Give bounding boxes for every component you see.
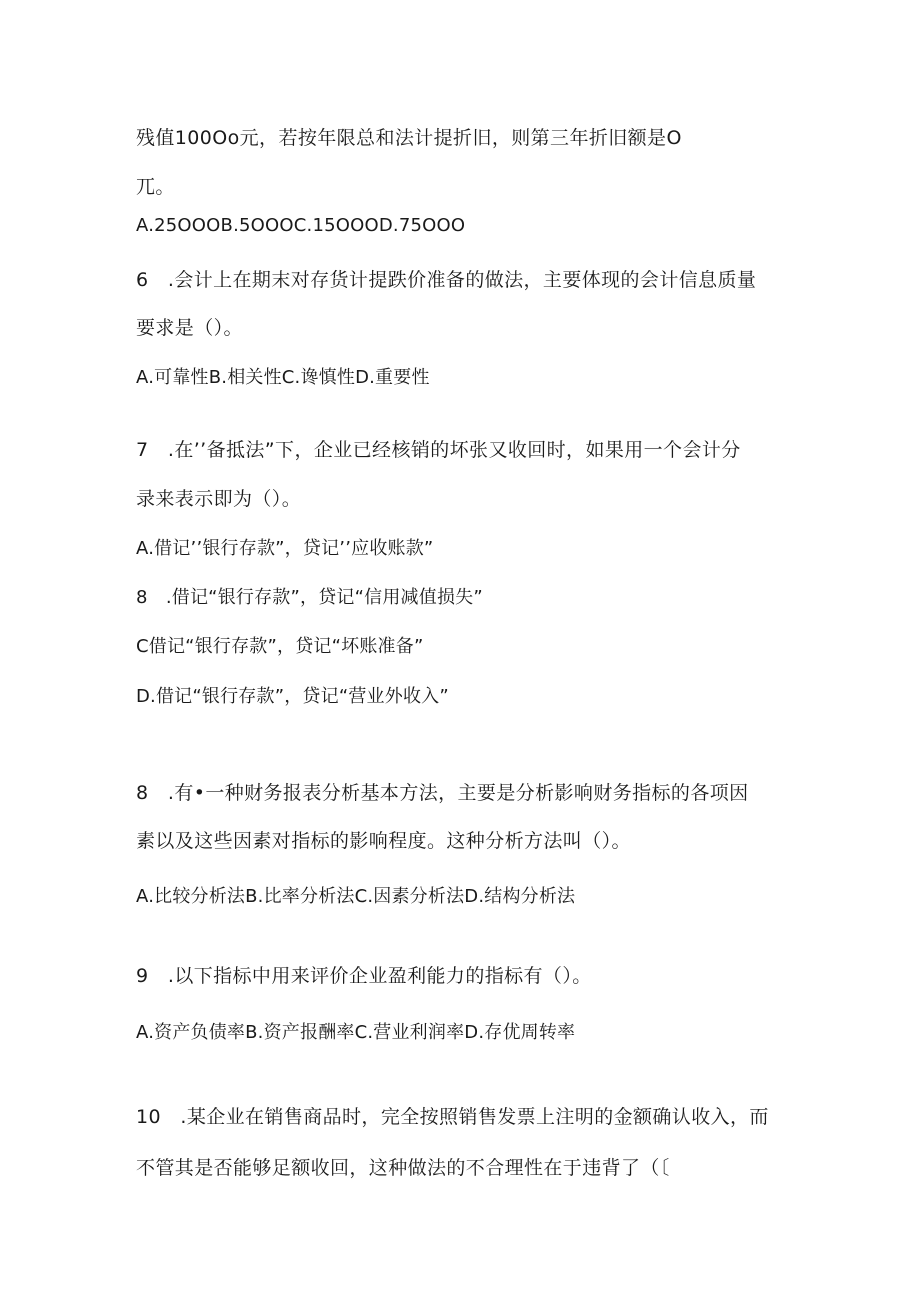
q7-stem-line-2: 录来表示即为（）。 bbox=[136, 488, 302, 510]
q9-options: A.资产负债率B.资产报酬率C.营业利润率D.存优周转率 bbox=[136, 1022, 576, 1043]
q6-stem-line-1: 6 .会计上在期末对存货计提跌价准备的做法，主要体现的会计信息质量 bbox=[136, 269, 757, 291]
q5-options: A.25OOOB.5OOOC.15OOOD.75OOO bbox=[136, 215, 466, 236]
q7-option-c: C借记“银行存款”，贷记“坏账准备” bbox=[136, 636, 424, 657]
q8-stem-line-2: 素以及这些因素对指标的影响程度。这种分析方法叫（）。 bbox=[136, 830, 631, 852]
q7-option-b: 8 .借记“银行存款”，贷记“信用减值损失” bbox=[136, 587, 483, 608]
q10-stem-line-1: 10 .某企业在销售商品时，完全按照销售发票上注明的金额确认收入，而 bbox=[136, 1106, 769, 1128]
q6-stem-line-2: 要求是（）。 bbox=[136, 317, 243, 339]
q8-options: A.比较分析法B.比率分析法C.因素分析法D.结构分析法 bbox=[136, 886, 576, 907]
q7-option-d: D.借记“银行存款”，贷记“营业外收入” bbox=[136, 686, 449, 707]
q8-stem-line-1: 8 .有•一种财务报表分析基本方法，主要是分析影响财务指标的各项因 bbox=[136, 782, 749, 804]
q9-stem: 9 .以下指标中用来评价企业盈利能力的指标有（）。 bbox=[136, 965, 592, 987]
q6-options: A.可靠性B.相关性C.谗慎性D.重要性 bbox=[136, 367, 430, 388]
q5-stem-line-2: 兀。 bbox=[136, 176, 175, 198]
q7-option-a: A.借记’’银行存款”，贷记’’应收账款” bbox=[136, 538, 434, 559]
q7-stem-line-1: 7 .在’’备抵法”下，企业已经核销的坏张又收回时，如果用一个会计分 bbox=[136, 439, 741, 461]
q5-stem-line-1: 残值100Oo元，若按年限总和法计提折旧，则第三年折旧额是O bbox=[136, 127, 682, 149]
q10-stem-line-2: 不管其是否能够足额收回，这种做法的不合理性在于违背了（〔 bbox=[136, 1157, 670, 1179]
